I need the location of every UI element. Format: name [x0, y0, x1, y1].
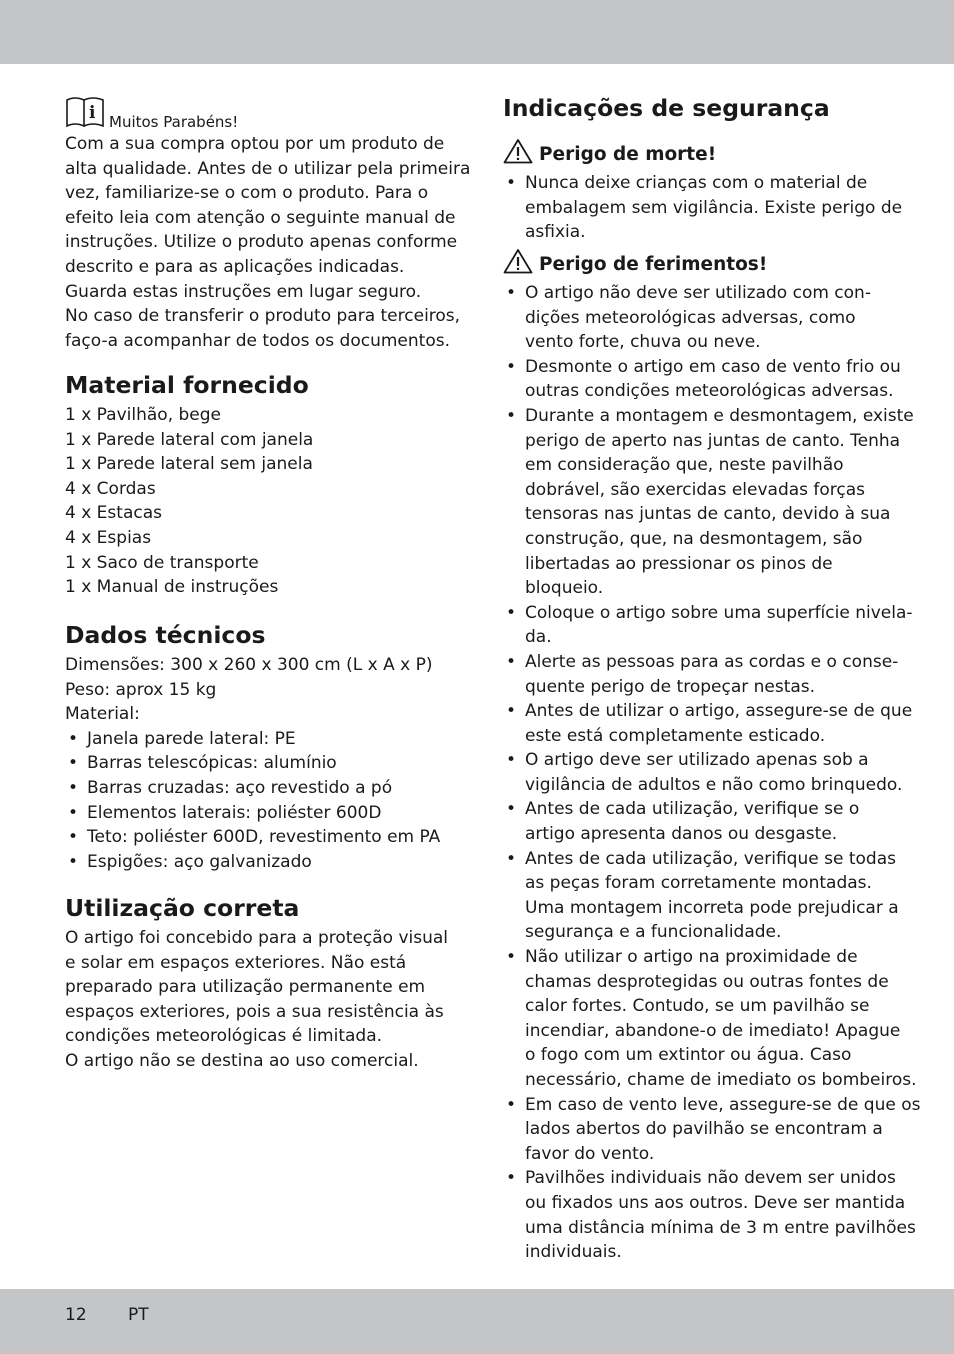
text-line: • Desmonte o artigo em caso de vento frio ou: [525, 356, 901, 377]
bullet-item: [503, 699, 913, 748]
text-line: e solar em espaços exteriores. Não está: [65, 952, 407, 973]
bullet-item: [503, 1166, 916, 1264]
text-line: construção, que, na desmontagem, são: [525, 528, 863, 549]
text-line: instruções. Utilize o produto apenas conforme: [65, 232, 458, 253]
intro-section: [65, 96, 471, 353]
text-line: Peso: aprox 15 kg: [65, 679, 217, 700]
text-line: 4 x Estacas: [65, 503, 162, 524]
bullet-item: • Barras telescópicas: alumínio: [65, 751, 460, 776]
text-line: No caso de transferir o produto para terceiros,: [65, 306, 461, 327]
intro-lead: Muitos Parabéns!: [109, 113, 239, 131]
text-line: Com a sua compra optou por um produto de: [65, 134, 445, 154]
text-line: 1 x Pavilhão, bege: [65, 405, 221, 425]
intro-heading: [65, 96, 460, 132]
text-line: uma distância mínima de 3 m entre pavilhões: [525, 1217, 916, 1238]
text-line: bloqueio.: [525, 578, 604, 599]
utilizacao-text: [65, 926, 460, 1074]
material-bullet-list: [65, 727, 460, 875]
text-line: embalagem sem vigilância. Existe perigo de: [525, 197, 903, 218]
text-line: • Nunca deixe crianças com o material de: [525, 173, 868, 193]
text-line: • Em caso de vento leve, assegure-se de que os: [525, 1094, 921, 1115]
header-bar: [0, 0, 954, 64]
text-line: 1 x Parede lateral sem janela: [65, 454, 313, 475]
svg-text:i: i: [89, 103, 96, 123]
text-line: libertadas ao pressionar os pinos de: [525, 553, 833, 574]
text-line: 4 x Cordas: [65, 478, 156, 499]
bullet-item: [503, 847, 898, 945]
section-heading: Material fornecido: [65, 371, 309, 399]
text-line: condições meteorológicas é limitada.: [65, 1026, 383, 1047]
text-line: individuais.: [525, 1242, 622, 1263]
text-line: vento forte, chuva ou neve.: [525, 332, 761, 353]
text-line: 1 x Parede lateral com janela: [65, 429, 314, 450]
bullet-item: • Espigões: aço galvanizado: [65, 850, 460, 875]
text-line: segurança e a funcionalidade.: [525, 922, 782, 943]
bullet-item: [503, 171, 903, 245]
text-line: em consideração que, neste pavilhão: [525, 455, 844, 476]
text-line: dobrável, são exercidas elevadas forças: [525, 479, 866, 500]
text-line: o fogo com um extintor ou água. Caso: [525, 1045, 852, 1066]
warning-heading: [503, 138, 898, 171]
text-line: chamas desprotegidas ou outras fontes de: [525, 971, 889, 992]
text-line: espaços exteriores, pois a sua resistência às: [65, 1001, 444, 1022]
dados-tecnicos-section: [65, 620, 460, 874]
text-line: • Durante a montagem e desmontagem, existe: [525, 405, 914, 426]
text-line: dições meteorológicas adversas, como: [525, 307, 856, 328]
text-line: 1 x Manual de instruções: [65, 577, 279, 598]
intro-text: [65, 132, 471, 353]
bullet-item: • Elementos laterais: poliéster 600D: [65, 801, 460, 826]
text-line: incendiar, abandone-o de imediato! Apague: [525, 1020, 901, 1041]
dados-text: [65, 653, 460, 727]
text-line: lados abertos do pavilhão se encontram a: [525, 1119, 883, 1140]
warning-heading: [503, 248, 898, 281]
text-line: • Alerte as pessoas para as cordas e o conse-: [525, 651, 899, 672]
text-line: necessário, chame de imediato os bombeiros.: [525, 1070, 917, 1090]
text-line: tensoras nas juntas de canto, devido à sua: [525, 504, 891, 525]
text-line: • Pavilhões individuais não devem ser unidos: [525, 1168, 896, 1189]
text-line: O artigo foi concebido para a proteção visual: [65, 928, 449, 948]
text-line: perigo de aperto nas juntas de canto. Tenha: [525, 430, 901, 451]
text-line: Dimensões: 300 x 260 x 300 cm (L x A x P): [65, 655, 433, 675]
section-heading: Indicações de segurança: [503, 94, 830, 122]
text-line: descrito e para as aplicações indicadas.: [65, 256, 405, 277]
text-line: as peças foram corretamente montadas.: [525, 873, 872, 894]
bullet-item: [503, 281, 898, 355]
text-line: • O artigo não deve ser utilizado com con-: [525, 283, 871, 303]
warning-title: Perigo de morte!: [539, 143, 717, 165]
text-line: calor fortes. Contudo, se um pavilhão se: [525, 996, 870, 1017]
text-line: O artigo não se destina ao uso comercial.: [65, 1050, 419, 1071]
perigo-ferimentos-section: [503, 248, 921, 1265]
text-line: 1 x Saco de transporte: [65, 552, 259, 573]
morte-bullet-list: [503, 171, 903, 245]
bullet-item: [503, 797, 898, 846]
text-line: Guarda estas instruções em lugar seguro.: [65, 281, 422, 302]
utilizacao-section: [65, 893, 460, 1074]
warning-title: Perigo de ferimentos!: [539, 253, 768, 275]
text-line: ou fixados uns aos outros. Deve ser mantida: [525, 1192, 906, 1213]
perigo-morte-section: [503, 138, 903, 245]
bullet-item: [503, 601, 913, 650]
text-line: da.: [525, 627, 552, 648]
text-line: favor do vento.: [525, 1143, 655, 1164]
text-line: asfixia.: [525, 222, 586, 243]
text-line: • Não utilizar o artigo na proximidade de: [525, 947, 858, 968]
section-heading: Utilização correta: [65, 894, 300, 922]
text-line: vez, familiarize-se o com o produto. Para o: [65, 183, 429, 204]
text-line: 4 x Espias: [65, 527, 152, 548]
bullet-item: • Janela parede lateral: PE: [65, 727, 460, 752]
text-line: preparado para utilização permanente em: [65, 977, 426, 998]
bullet-item: [503, 1093, 921, 1167]
bullet-item: [503, 355, 901, 404]
section-heading: Dados técnicos: [65, 621, 266, 649]
text-line: Material:: [65, 704, 140, 725]
text-line: Uma montagem incorreta pode prejudicar a: [525, 897, 899, 918]
bullet-item: [503, 748, 903, 797]
text-line: faço-a acompanhar de todos os documentos.: [65, 330, 450, 351]
text-line: • Antes de cada utilização, verifique se o: [525, 799, 860, 820]
material-fornecido-section: [65, 370, 460, 600]
bullet-item: [503, 945, 917, 1093]
text-line: vigilância de adultos e não como brinquedo.: [525, 774, 903, 795]
seguranca-heading-block: [503, 93, 898, 123]
bullet-item: • Teto: poliéster 600D, revestimento em PA: [65, 825, 460, 850]
text-line: quente perigo de tropeçar nestas.: [525, 676, 816, 697]
text-line: • Coloque o artigo sobre uma superfície nivela-: [525, 602, 913, 623]
ferimentos-bullet-list: [503, 281, 921, 1265]
text-line: • Antes de utilizar o artigo, assegure-se de que: [525, 701, 913, 722]
text-line: • Antes de cada utilização, verifique se todas: [525, 848, 896, 869]
page-number: 12: [65, 1305, 87, 1325]
bullet-item: [503, 650, 898, 699]
warning-triangle-icon: [503, 138, 533, 171]
text-line: este está completamente esticado.: [525, 725, 826, 746]
text-line: • O artigo deve ser utilizado apenas sob a: [525, 750, 869, 771]
bullet-item: [503, 404, 914, 601]
language-code: PT: [128, 1305, 149, 1325]
warning-triangle-icon: [503, 248, 533, 281]
text-line: efeito leia com atenção o seguinte manual de: [65, 207, 456, 228]
text-line: outras condições meteorológicas adversas.: [525, 381, 894, 402]
text-line: artigo apresenta danos ou desgaste.: [525, 824, 838, 845]
manual-info-icon: [65, 96, 105, 132]
material-list: [65, 403, 460, 600]
text-line: alta qualidade. Antes de o utilizar pela primeira: [65, 158, 471, 179]
bullet-item: • Barras cruzadas: aço revestido a pó: [65, 776, 460, 801]
